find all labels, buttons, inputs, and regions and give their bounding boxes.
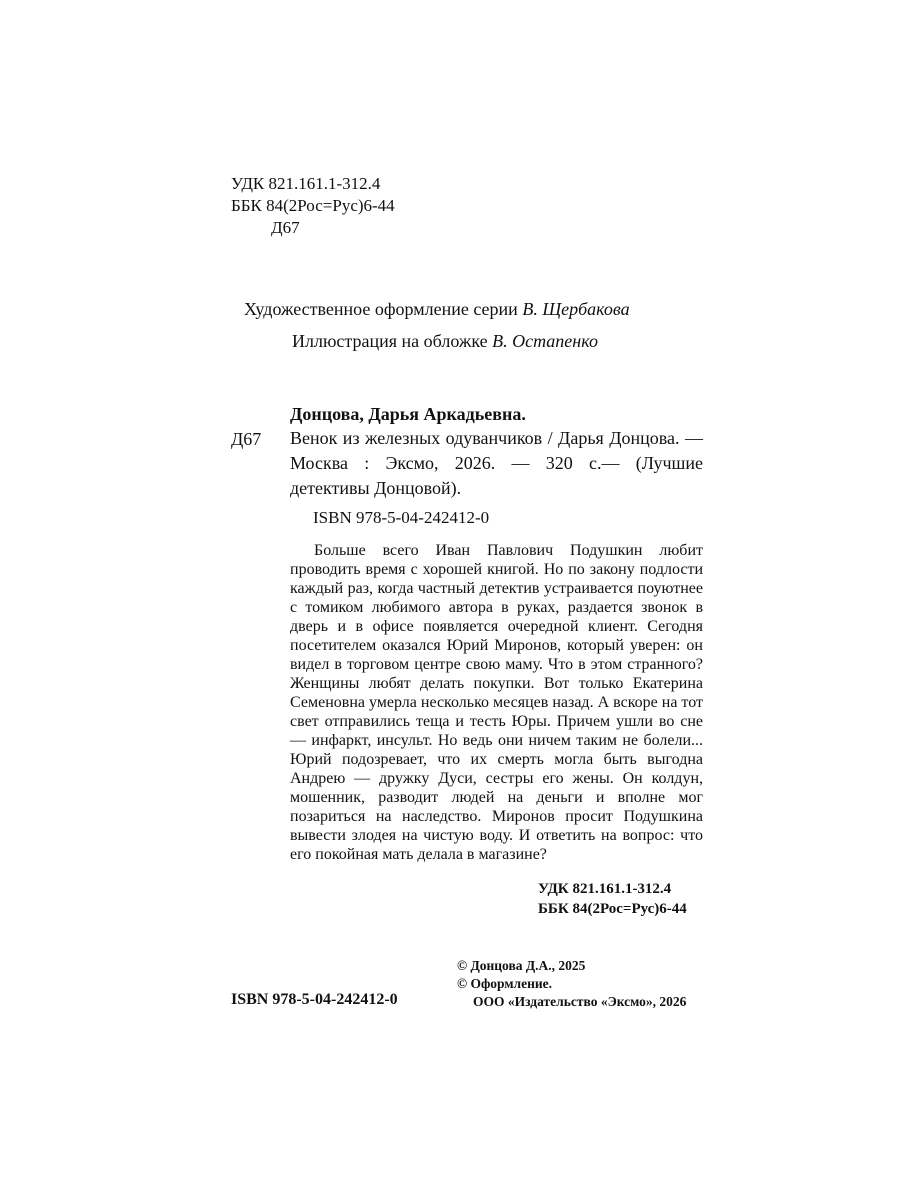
bottom-bbk-code: ББК 84(2Рос=Рус)6-44 xyxy=(538,901,687,917)
design-copyright: © Оформление. xyxy=(457,976,553,991)
series-design-credit xyxy=(244,298,630,320)
udk-code: УДК 821.161.1-312.4 xyxy=(231,174,381,193)
annotation: Больше всего Иван Павлович Подушкин любит проводить время с хорошей книгой. Но по закону подлости каждый раз, когда частный детектив устраивается поуютнее с томиком любимого автора в руках, раздается звонок в дверь и в офисе появляется очередной клиент. Сегодня посетителем оказался Юрий Миронов, который уверен: он видел в торговом центре свою маму. Что в этом странного? Женщины любят делать покупки. Вот только Екатерина Семеновна умерла несколько месяцев назад. А вскоре на тот свет отправились теща и тесть Юры. Причем ушли во сне — инфаркт, инсульт. Но ведь они ничем таким не болели... Юрий подозревает, что их смерть могла быть выгодна Андрею — дружку Дуси, сестры его жены. Он колдун, мошенник, разводит людей на деньги и вполне мог позариться на наследство. Миронов просит Подушкина вывести злодея на чистую воду. И ответить на вопрос: что его покойная мать делала в магазине? xyxy=(290,542,703,863)
bottom-udk-code: УДК 821.161.1-312.4 xyxy=(538,881,672,897)
cover-illustration-name: В. Остапенко xyxy=(492,331,598,351)
author-copyright: © Донцова Д.А., 2025 xyxy=(457,958,586,973)
shelf-mark: Д67 xyxy=(231,429,262,449)
entry-isbn: ISBN 978-5-04-242412-0 xyxy=(313,508,490,527)
cover-illustration-credit xyxy=(292,330,598,352)
cover-illustration-label: Иллюстрация на обложке xyxy=(292,331,488,351)
series-design-label: Художественное оформление серии xyxy=(244,299,518,319)
author-mark: Д67 xyxy=(271,218,300,237)
bibliographic-description: Венок из железных одуванчиков / Дарья Донцова. — Москва : Эксмо, 2026. — 320 с.— (Лучшие детективы Донцовой). xyxy=(290,428,703,498)
series-design-name: В. Щербакова xyxy=(522,299,630,319)
author-heading: Донцова, Дарья Аркадьевна. xyxy=(290,404,526,424)
bbk-code: ББК 84(2Рос=Рус)6-44 xyxy=(231,196,395,215)
footer-isbn: ISBN 978-5-04-242412-0 xyxy=(231,991,398,1008)
publisher-copyright: ООО «Издательство «Эксмо», 2026 xyxy=(473,994,687,1009)
